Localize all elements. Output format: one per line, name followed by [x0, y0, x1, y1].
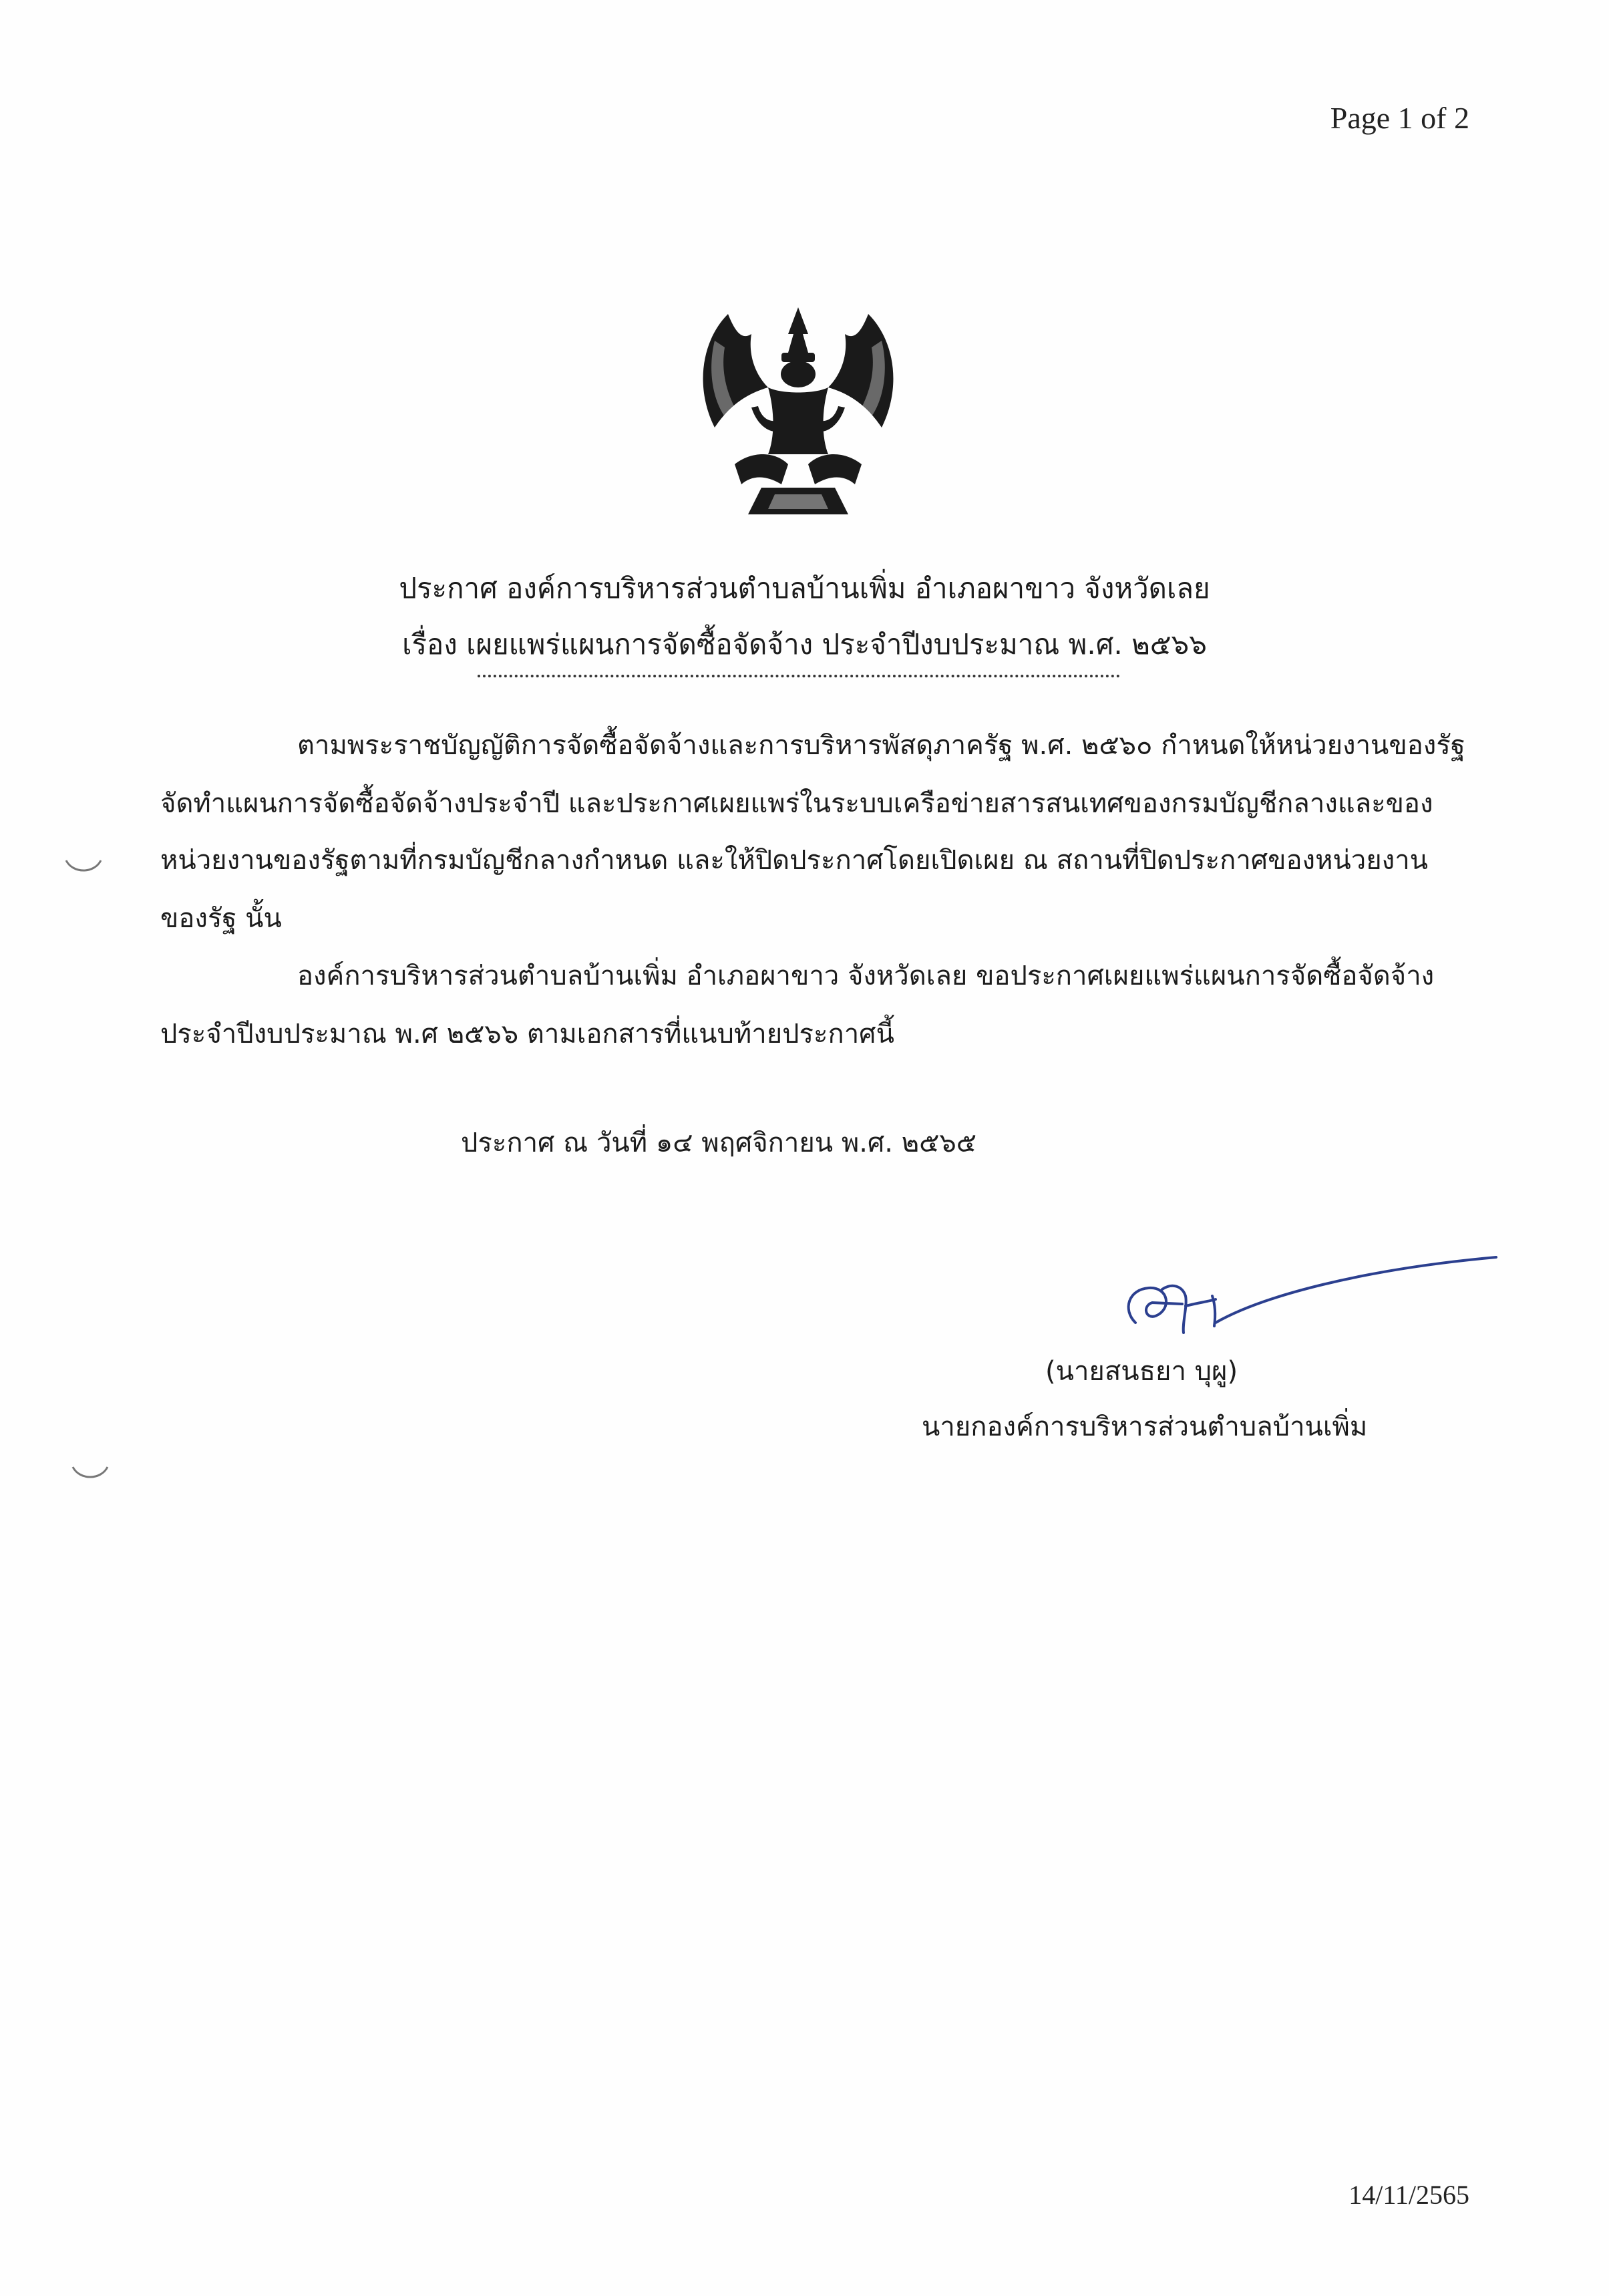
signer-position: นายกองค์การบริหารส่วนตำบลบ้านเพิ่ม [922, 1412, 1368, 1442]
body-line: องค์การบริหารส่วนตำบลบ้านเพิ่ม อำเภอผาขาว จังหวัดเลย ขอประกาศเผยแพร่แผนการจัดซื้อจัดจ้าง [297, 961, 1435, 991]
announcement-subject: เรื่อง เผยแพร่แผนการจัดซื้อจัดจ้าง ประจำปีงบประมาณ พ.ศ. ๒๕๖๖ [402, 628, 1207, 661]
punch-hole-mark [63, 856, 104, 876]
garuda-emblem-icon [688, 294, 908, 528]
announcement-date: ประกาศ ณ วันที่ ๑๔ พฤศจิกายน พ.ศ. ๒๕๖๕ [461, 1128, 977, 1158]
page-number: Page 1 of 2 [1330, 101, 1469, 135]
body-line: ประจำปีงบประมาณ พ.ศ ๒๕๖๖ ตามเอกสารที่แนบท้ายประกาศนี้ [160, 1019, 894, 1049]
punch-hole-mark [70, 1463, 110, 1483]
body-line: ของรัฐ นั้น [160, 903, 282, 934]
footer-date: 14/11/2565 [1349, 2180, 1469, 2210]
body-line: ตามพระราชบัญญัติการจัดซื้อจัดจ้างและการบริหารพัสดุภาครัฐ พ.ศ. ๒๕๖๐ กำหนดให้หน่วยงานของรัฐ [297, 730, 1465, 761]
signer-name: (นายสนธยา บุผู) [1045, 1356, 1238, 1387]
body-line: จัดทำแผนการจัดซื้อจัดจ้างประจำปี และประกาศเผยแพร่ในระบบเครือข่ายสารสนเทศของกรมบัญชีกลางและของ [160, 788, 1433, 819]
body-line: หน่วยงานของรัฐตามที่กรมบัญชีกลางกำหนด และให้ปิดประกาศโดยเปิดเผย ณ สถานที่ปิดประกาศของหน่วยงาน [160, 845, 1429, 876]
title-dotted-divider [478, 675, 1120, 677]
announcement-title: ประกาศ องค์การบริหารส่วนตำบลบ้านเพิ่ม อำเภอผาขาว จังหวัดเลย [399, 572, 1210, 605]
handwritten-signature [1109, 1243, 1509, 1349]
